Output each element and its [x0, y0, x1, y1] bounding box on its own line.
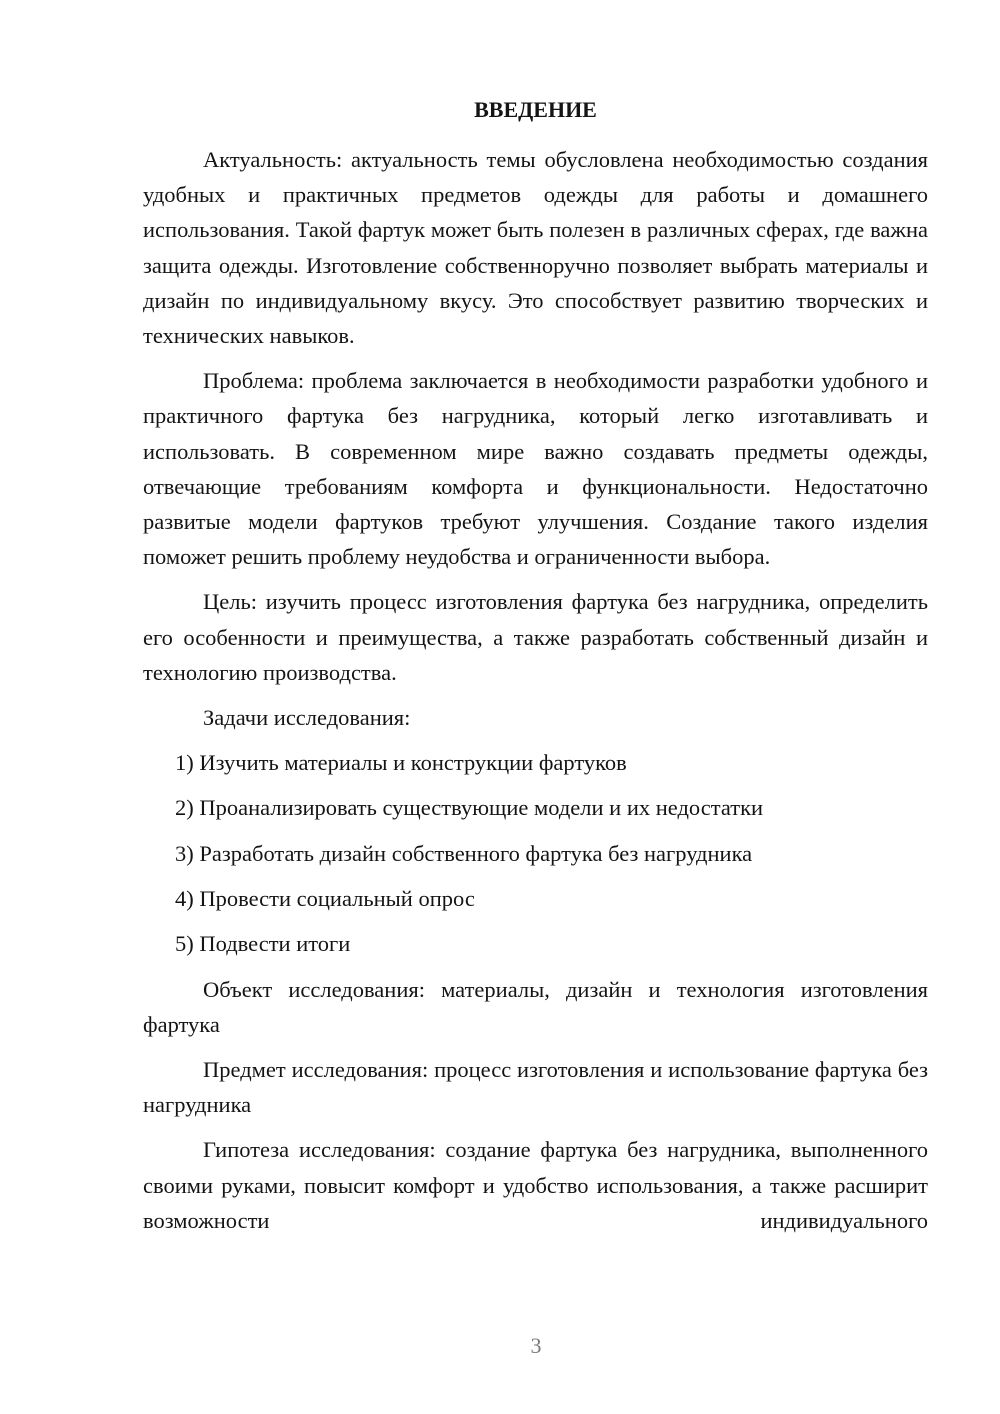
- list-item-text: Разработать дизайн собственного фартука без нагрудника: [199, 840, 753, 866]
- page-number: 3: [530, 1333, 542, 1358]
- list-item-number: 3): [175, 840, 194, 866]
- list-item-number: 4): [175, 885, 194, 911]
- list-item: [143, 881, 928, 916]
- problem-paragraph: Проблема: проблема заключается в необходимости разработки удобного и практичного фартука без нагрудника, который легко изготавливать и использовать. В современном мире важно создавать предметы одежды, отвечающие требованиям комфорта и функциональности. Недостаточно развитые модели фартуков требуют улучшения. Создание такого изделия поможет решить проблему неудобства и ограниченности выбора.: [143, 368, 928, 570]
- list-item: [143, 745, 928, 780]
- tasks-heading: Задачи исследования:: [203, 705, 411, 731]
- hypothesis-paragraph: Гипотеза исследования: создание фартука без нагрудника, выполненного своими руками, повысит комфорт и удобство использования, а также расширит возможности индивидуального: [143, 1137, 928, 1233]
- list-item-number: 1): [175, 750, 194, 776]
- list-item: [143, 926, 928, 961]
- object-paragraph: Объект исследования: материалы, дизайн и технология изготовления фартука: [143, 976, 928, 1037]
- list-item-text: Изучить материалы и конструкции фартуков: [199, 750, 627, 776]
- list-item-text: Подвести итоги: [199, 931, 351, 957]
- document-page: [143, 95, 928, 1248]
- task-list: [143, 745, 928, 961]
- relevance-paragraph: Актуальность: актуальность темы обусловлена необходимостью создания удобных и практичных предметов одежды для работы и домашнего использования. Такой фартук может быть полезен в различных сферах, где важна защита одежды. Изготовление собственноручно позволяет выбрать материалы и дизайн по индивидуальному вкусу. Это способствует развитию творческих и технических навыков.: [143, 147, 928, 349]
- page-title: ВВЕДЕНИЕ: [474, 97, 597, 122]
- goal-paragraph: Цель: изучить процесс изготовления фартука без нагрудника, определить его особенности и преимущества, а также разработать собственный дизайн и технологию производства.: [143, 589, 928, 685]
- list-item-number: 2): [175, 795, 194, 821]
- subject-paragraph: Предмет исследования: процесс изготовления и использование фартука без нагрудника: [143, 1056, 928, 1118]
- list-item: [143, 836, 928, 871]
- list-item-number: 5): [175, 931, 194, 957]
- list-item-text: Проанализировать существующие модели и их недостатки: [199, 795, 764, 821]
- list-item: [143, 790, 928, 825]
- list-item-text: Провести социальный опрос: [199, 885, 475, 911]
